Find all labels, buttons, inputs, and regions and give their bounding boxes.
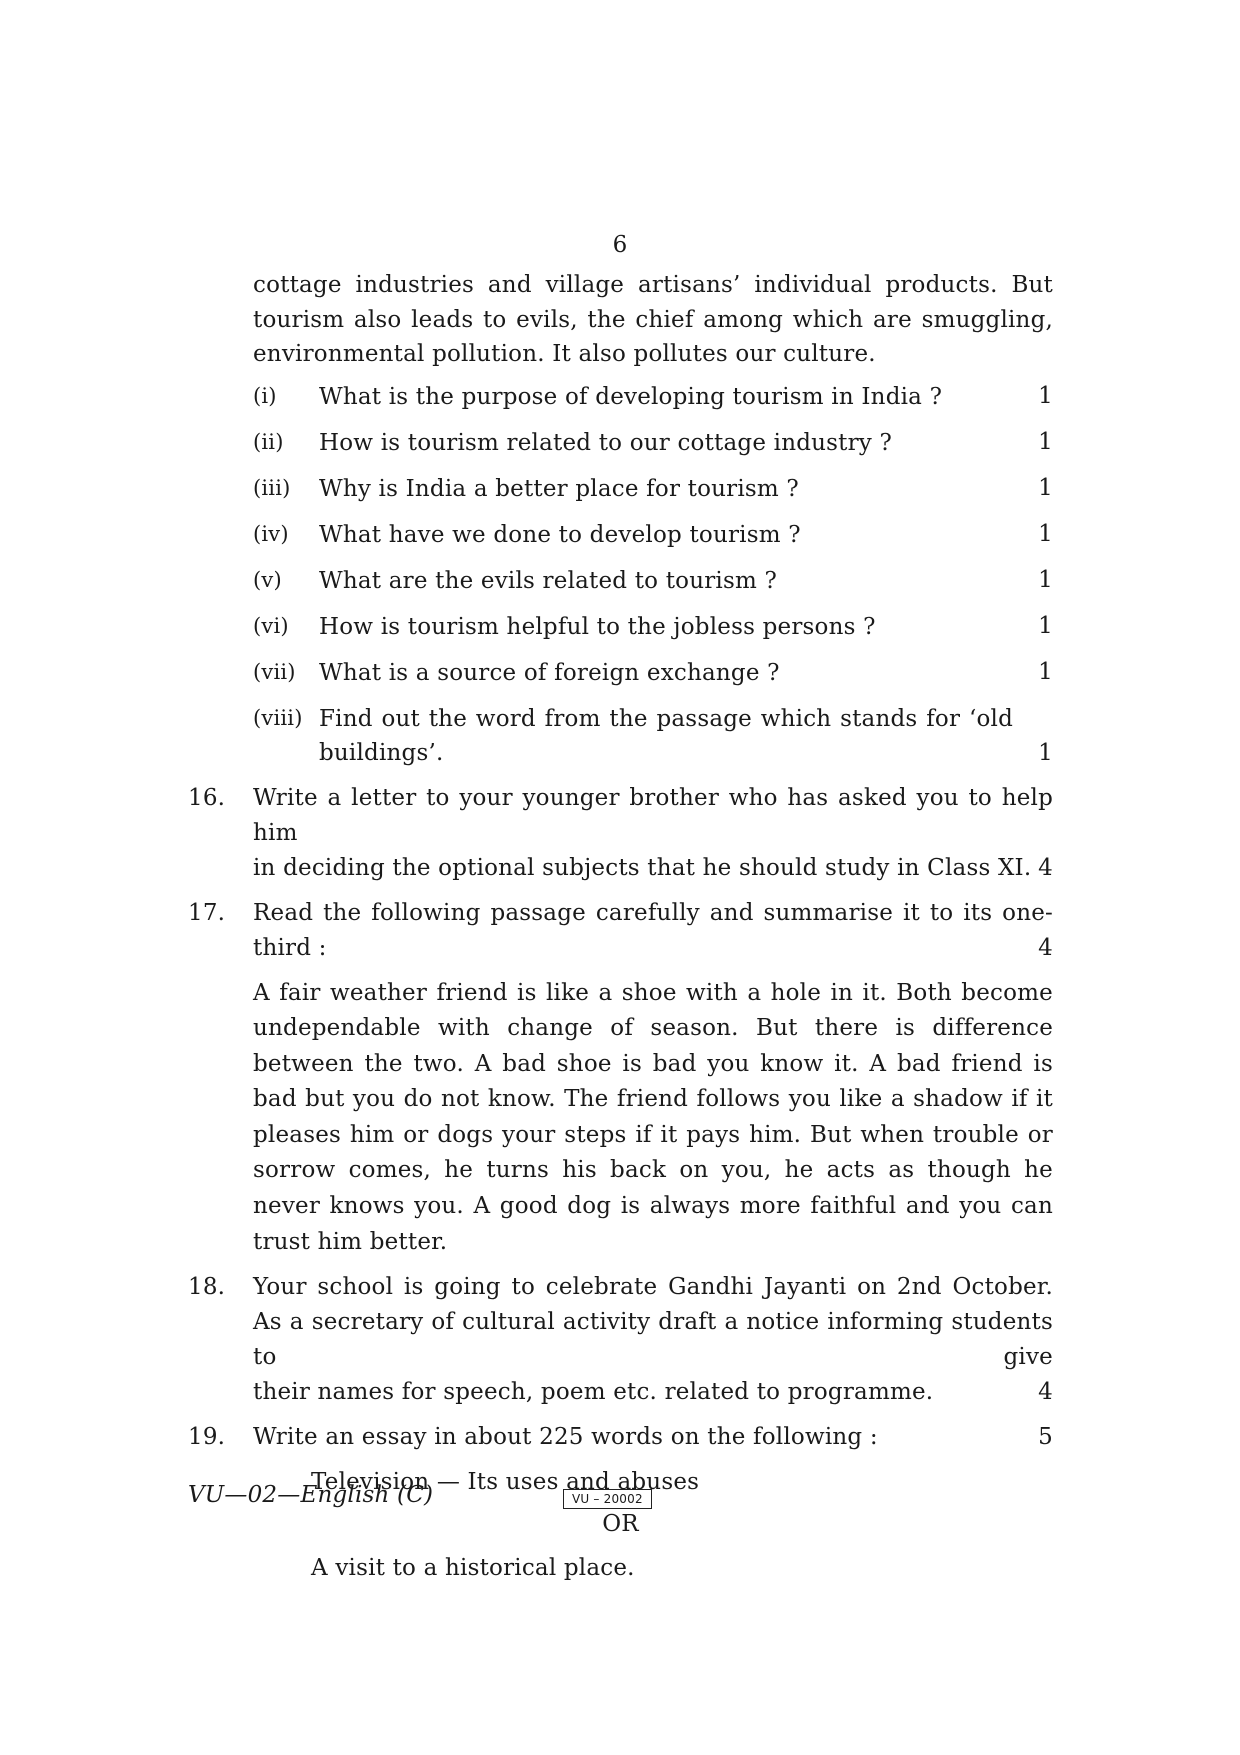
sub-question-text: What have we done to develop tourism ? <box>319 521 801 548</box>
sub-question-number: (vii) <box>253 659 296 684</box>
question-text: Your school is going to celebrate Gandhi Jayanti on 2nd October. As a secretary of cultural activity draft a notice informing students to give <box>253 1274 1053 1371</box>
marks: 4 <box>1038 1379 1053 1406</box>
sub-question-last-line <box>319 736 1053 771</box>
marks: 4 <box>1038 854 1053 881</box>
sub-question-number: (viii) <box>253 705 303 730</box>
sub-question <box>253 702 1053 771</box>
sub-question <box>253 426 1053 460</box>
sub-question-text: How is tourism related to our cottage industry ? <box>319 429 893 456</box>
sub-question-text: Why is India a better place for tourism ? <box>319 475 799 502</box>
question-number: 19. <box>188 1424 226 1451</box>
sub-question-text: What is the purpose of developing tourism in India ? <box>319 383 943 410</box>
marks: 1 <box>1038 474 1053 501</box>
page-footer <box>188 1482 1053 1516</box>
passage: A fair weather friend is like a shoe with a hole in it. Both become undependable with change of season. But there is difference between the two. A bad shoe is bad you know it. A bad friend is bad but you do not know. The friend follows you like a shadow if it pleases him or dogs your steps if it pays him. But when trouble or sorrow comes, he turns his back on you, he acts as though he never knows you. A good dog is always more faithful and you can trust him better. <box>253 979 1053 1255</box>
question-number: 16. <box>188 784 226 811</box>
essay-topic: Television — Its uses and abuses <box>311 1469 700 1496</box>
sub-question-number: (v) <box>253 567 282 592</box>
sub-question <box>253 472 1053 506</box>
question-body <box>253 1270 1053 1410</box>
sub-question-text: How is tourism helpful to the jobless persons ? <box>319 613 876 640</box>
page-number: 6 <box>612 232 628 258</box>
or-separator: OR <box>602 1511 639 1538</box>
sub-question-number: (iii) <box>253 475 291 500</box>
question-18 <box>188 1270 1053 1410</box>
marks: 1 <box>1038 566 1053 593</box>
sub-question <box>253 656 1053 690</box>
question-text: Read the following passage carefully and summarise it to its one- <box>253 899 1053 926</box>
question-text: third : <box>253 934 327 961</box>
intro-paragraph: cottage industries and village artisans’ individual products. But tourism also leads to evils, the chief among which are smuggling, environmental pollution. It also pollutes our culture. <box>253 272 1053 367</box>
sub-question-number: (ii) <box>253 429 284 454</box>
marks: 1 <box>1038 739 1053 766</box>
paper-serial-box: VU – 20002 <box>563 1489 652 1509</box>
question-last-line <box>253 1375 1053 1410</box>
marks: 4 <box>1038 934 1053 961</box>
marks: 1 <box>1038 658 1053 685</box>
sub-question <box>253 564 1053 598</box>
sub-question-body <box>319 702 1053 771</box>
question-last-line <box>253 851 1053 886</box>
sub-question-list <box>253 380 1053 771</box>
marks: 1 <box>1038 612 1053 639</box>
question-body <box>253 896 1053 1261</box>
question-body <box>253 781 1053 886</box>
question-17 <box>188 896 1053 1261</box>
sub-question-text: What are the evils related to tourism ? <box>319 567 778 594</box>
sub-question-text: What is a source of foreign exchange ? <box>319 659 780 686</box>
essay-topic: A visit to a historical place. <box>311 1555 635 1582</box>
question-text: Write an essay in about 225 words on the following : <box>253 1424 878 1451</box>
marks: 1 <box>1038 382 1053 409</box>
marks: 5 <box>1038 1424 1053 1451</box>
question-text: their names for speech, poem etc. related to programme. <box>253 1379 934 1406</box>
sub-question-number: (i) <box>253 383 277 408</box>
question-text: Write a letter to your younger brother who has asked you to help him <box>253 784 1053 846</box>
marks: 1 <box>1038 520 1053 547</box>
question-last-line <box>253 931 1053 966</box>
paper-code: VU—02—English (C) <box>188 1482 434 1508</box>
sub-question <box>253 610 1053 644</box>
sub-question-number: (iv) <box>253 521 289 546</box>
question-number: 17. <box>188 899 226 926</box>
sub-question-text: Find out the word from the passage which stands for ‘old <box>319 705 1013 732</box>
sub-question-text: buildings’. <box>319 739 444 766</box>
sub-question <box>253 518 1053 552</box>
question-16 <box>188 781 1053 886</box>
marks: 1 <box>1038 428 1053 455</box>
question-number: 18. <box>188 1274 226 1301</box>
sub-question-number: (vi) <box>253 613 289 638</box>
question-line <box>253 1420 1053 1455</box>
question-text: in deciding the optional subjects that he should study in Class XI. <box>253 854 1032 881</box>
exam-content <box>188 268 1053 1585</box>
sub-question <box>253 380 1053 414</box>
